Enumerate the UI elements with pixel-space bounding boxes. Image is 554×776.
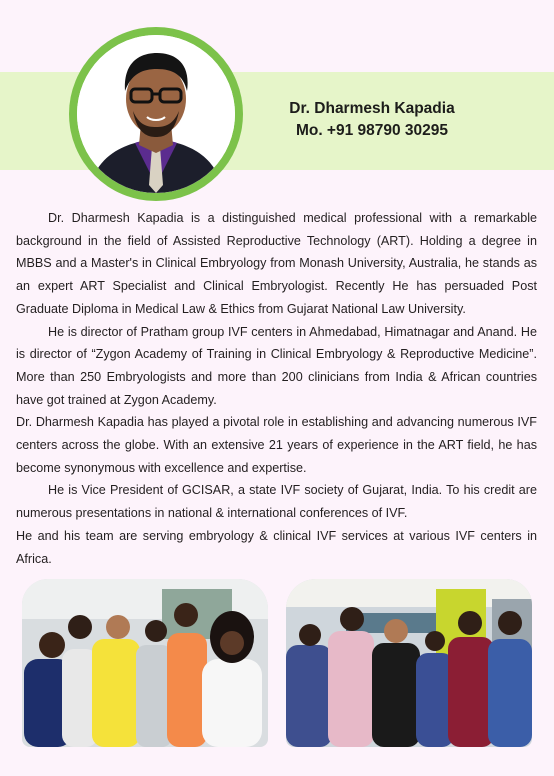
portrait-photo xyxy=(77,35,235,193)
doctor-name: Dr. Dharmesh Kapadia xyxy=(289,100,455,117)
team-photo-right xyxy=(286,579,532,747)
bio-paragraph-4: He is Vice President of GCISAR, a state IVF society of Gujarat, India. To his credit are numerous presentations in national & international conferences of IVF. xyxy=(16,483,537,521)
bio-paragraph-5: He and his team are serving embryology & clinical IVF services at various IVF centers in Africa. xyxy=(16,528,537,566)
team-photo-left xyxy=(22,579,268,747)
bio-paragraph-2: He is director of Pratham group IVF centers in Ahmedabad, Himatnagar and Anand. He is director of “Zygon Academy of Training in Clinical Embryology & Reproductive Medicine”. More than 250 Embryologists and more than 200 clinicians from India & African countries have got trained at Zygon Academy. xyxy=(16,324,537,407)
bio-paragraph-1: Dr. Dharmesh Kapadia is a distinguished medical professional with a remarkable background in the field of Assisted Reproductive Technology (ART). Holding a degree in MBBS and a Master's in Clinical Embryology from Monash University, Australia, he stands as an expert ART Specialist and Clinical Embryologist. Recently He has persuaded Post Graduate Diploma in Medical Law & Ethics from Gujarat National Law University. xyxy=(16,211,537,316)
contact-block xyxy=(272,98,472,142)
mobile-number: Mo. +91 98790 30295 xyxy=(295,122,449,139)
biography xyxy=(16,207,537,570)
portrait-frame xyxy=(69,27,243,201)
bio-paragraph-3: Dr. Dharmesh Kapadia has played a pivotal role in establishing and advancing numerous IVF centers across the globe. With an extensive 21 years of experience in the ART field, he has become synonymous with excellence and expertise. xyxy=(16,415,537,475)
